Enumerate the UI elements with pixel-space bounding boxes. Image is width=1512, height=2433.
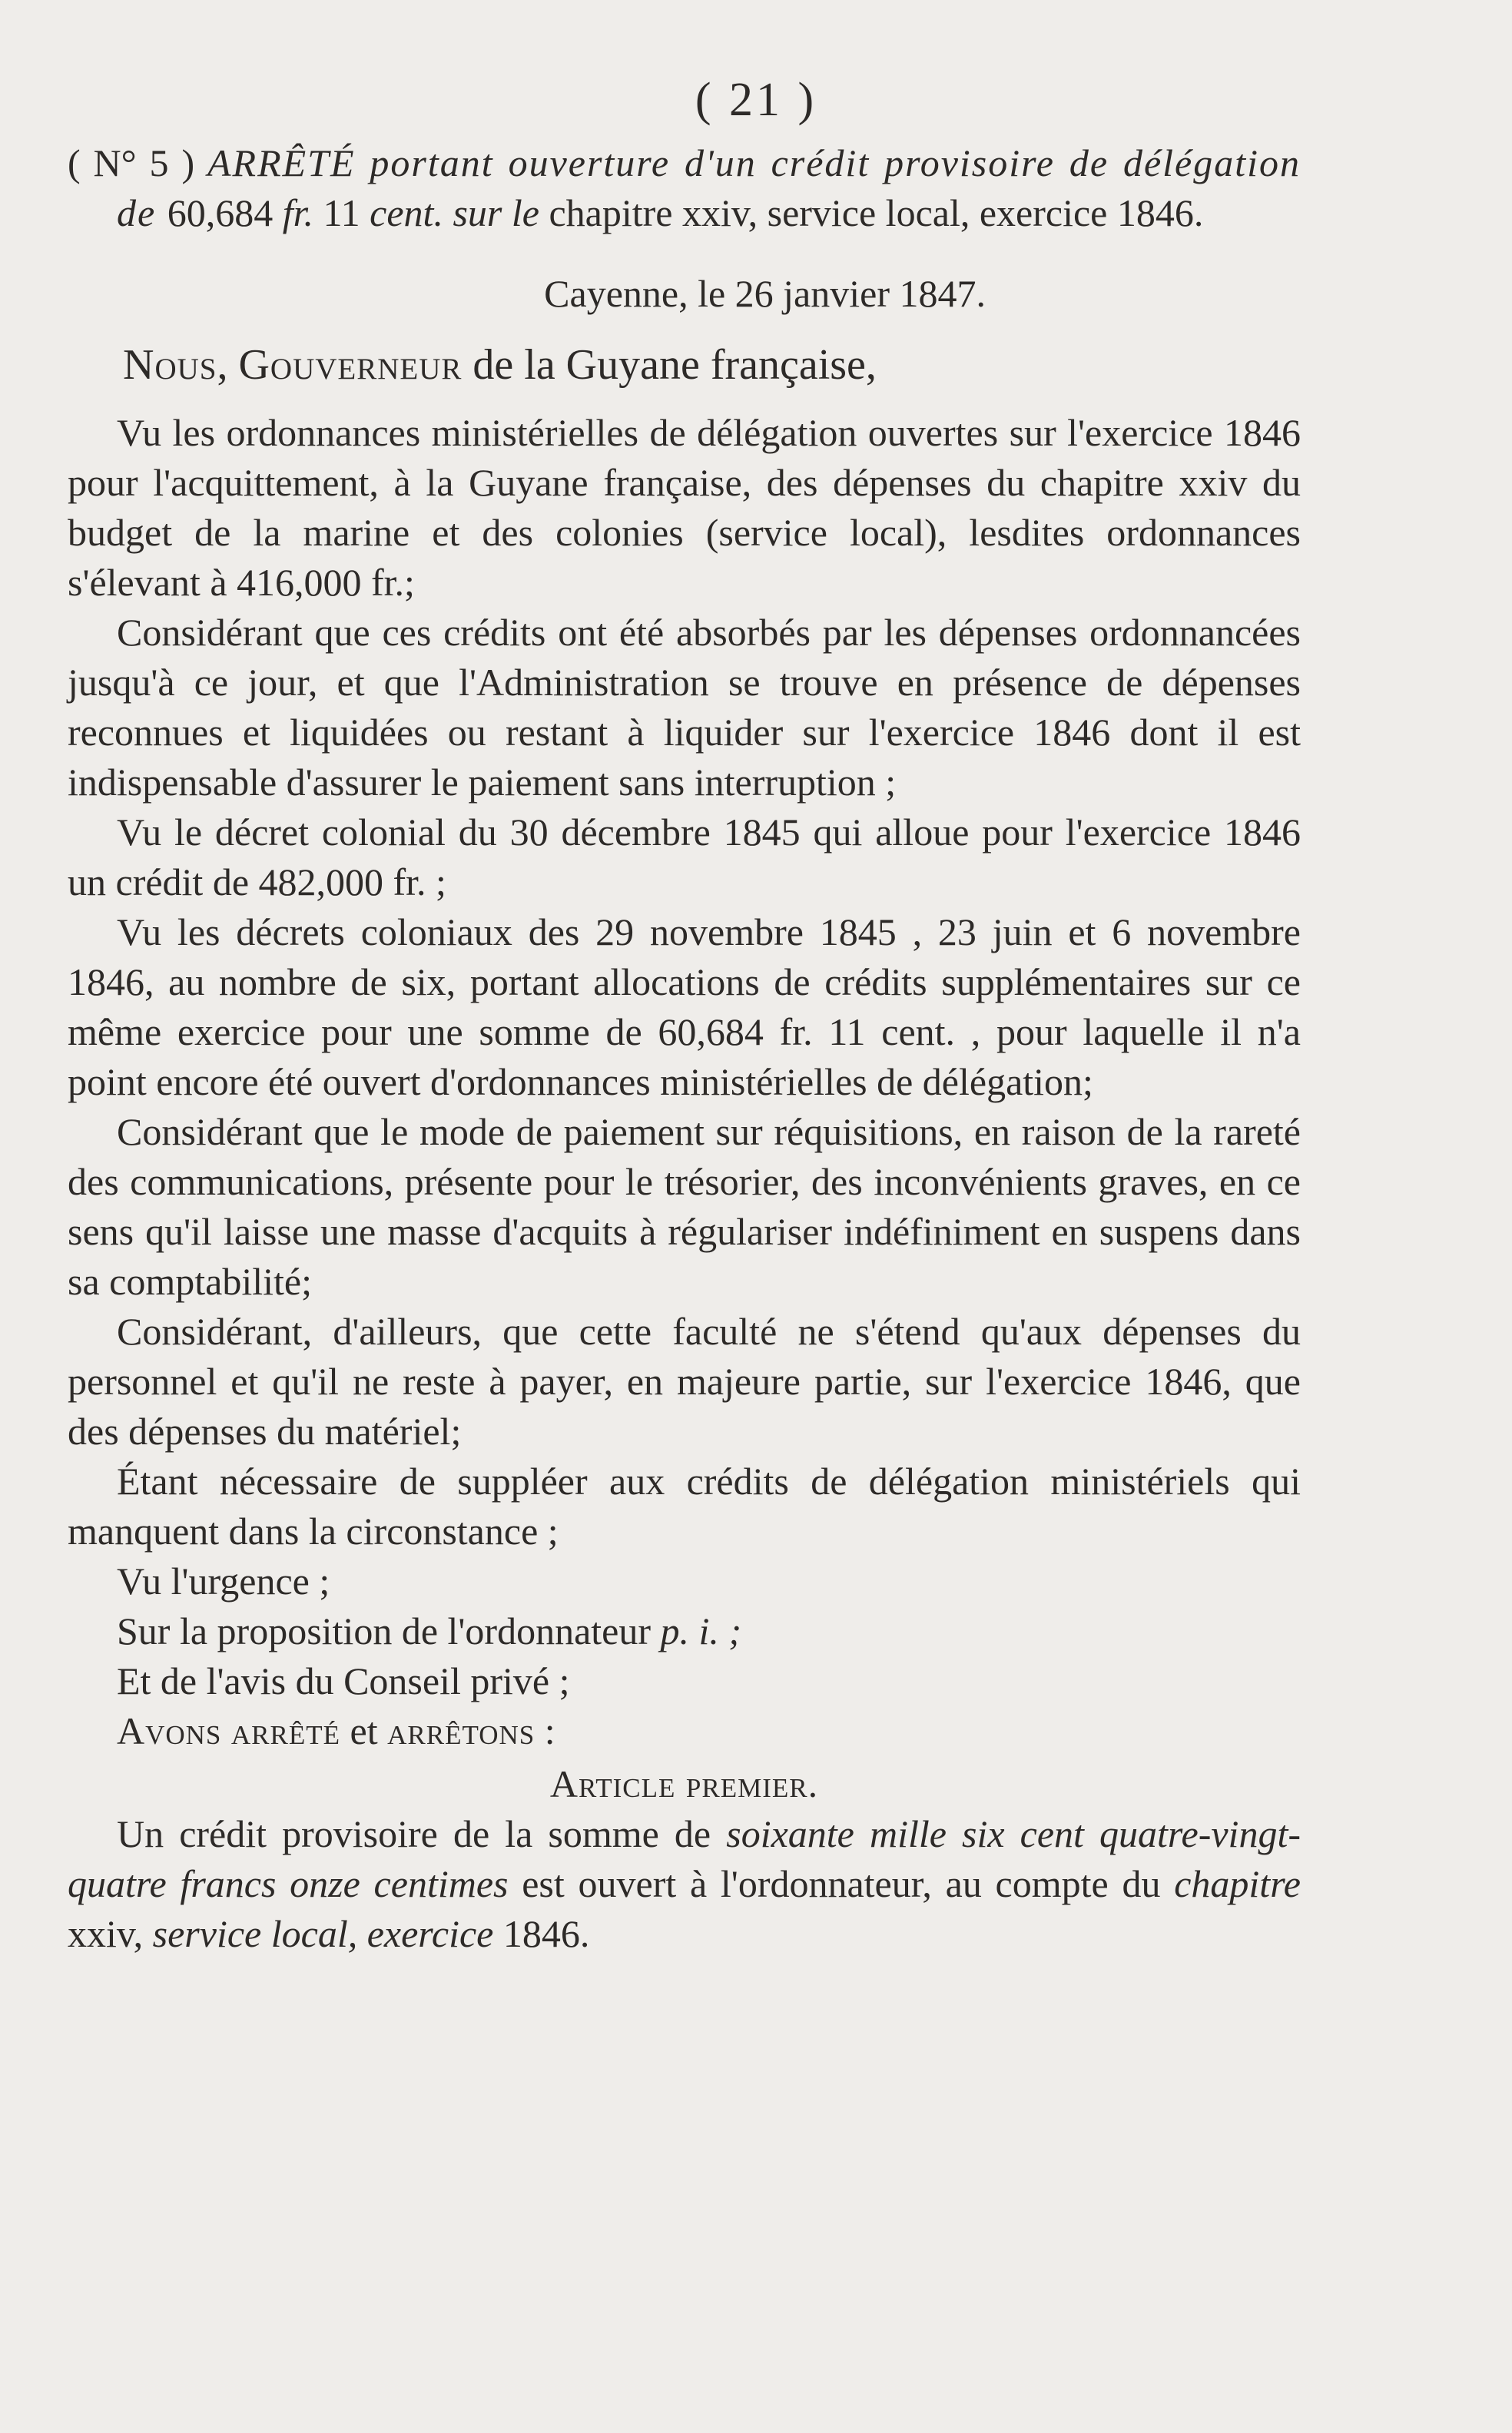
page-body: [68, 138, 1301, 1959]
paragraph-avons-arrete: [68, 1706, 1301, 1756]
article-text-4: 1846.: [493, 1912, 590, 1955]
paragraph-vu-decret-colonial: Vu le décret colonial du 30 décembre 1845 qui alloue pour l'exercice 1846 un crédit de 482,000 fr. ;: [68, 810, 1301, 903]
article-text-2: est ouvert à l'ordonnateur, au compte du: [508, 1862, 1175, 1905]
article-heading: Article premier.: [549, 1762, 819, 1805]
paragraph-vu-urgence: Vu l'urgence ;: [117, 1560, 330, 1603]
paragraph-considerant-faculte: Considérant, d'ailleurs, que cette faculté ne s'étend qu'aux dépenses du personnel et qu'il ne reste à payer, en majeure partie, sur l'exercice 1846, que des dépenses du matériel;: [68, 1310, 1301, 1453]
article-text-3: xxiv,: [68, 1912, 153, 1955]
decree-cents: 11: [313, 191, 370, 234]
decree-title-start: ARRÊTÉ portant ouverture d'un crédit provisoire de délégation de: [117, 141, 1301, 234]
article-chapitre: chapitre: [1174, 1862, 1301, 1905]
avons-word: Avons: [117, 1709, 222, 1752]
decree-number: ( N° 5 ): [68, 141, 195, 184]
article-amount-words: soixante mille six cent quatre-vingt-quatre francs onze centimes: [68, 1812, 1301, 1905]
decree-amount: 60,684: [167, 191, 274, 234]
article-text-1: Un crédit provisoire de la somme de: [117, 1812, 727, 1855]
paragraph-considerant-credits: Considérant que ces crédits ont été absorbés par les dépenses ordonnancées jusqu'à ce jour, et que l'Administration se trouve en présence de dépenses reconnues et liquidées ou restant à liquider sur l'exercice 1846 dont il est indispensable d'assurer le paiement sans interruption ;: [68, 611, 1301, 804]
arrete-word: arrêté: [230, 1709, 341, 1752]
decree-fr: fr.: [273, 191, 314, 234]
proposition-pi: p. i. ;: [660, 1609, 742, 1652]
preamble-rest: de la Guyane française,: [462, 341, 877, 389]
decree-cent-word: cent.: [370, 191, 443, 234]
proposition-text: Sur la proposition de l'ordonnateur: [117, 1609, 661, 1652]
preamble-gouverneur: Gouverneur: [238, 341, 463, 389]
preamble: Nous, Gouverneur de la Guyane française,: [123, 341, 877, 389]
decree-header: [68, 138, 1301, 238]
paragraph-proposition: [68, 1606, 1301, 1656]
page-number: ( 21 ): [695, 74, 817, 126]
paragraph-etant-necessaire: Étant nécessaire de suppléer aux crédits de délégation ministériels qui manquent dans la circonstance ;: [68, 1460, 1301, 1553]
avons-colon: :: [535, 1709, 555, 1752]
paragraph-vu-ordonnances: Vu les ordonnances ministérielles de délégation ouvertes sur l'exercice 1846 pour l'acquittement, à la Guyane française, des dépenses du chapitre xxiv du budget de la marine et des colonies (service local), lesdites ordonnances s'élevant à 416,000 fr.;: [68, 411, 1301, 604]
et-word: et: [340, 1709, 388, 1752]
decree-title-rest: chapitre xxiv, service local, exercice 1846.: [539, 191, 1204, 234]
paragraph-avis: Et de l'avis du Conseil privé ;: [117, 1659, 570, 1702]
arretons-word: arrêtons: [387, 1709, 536, 1752]
paragraph-considerant-mode-paiement: Considérant que le mode de paiement sur réquisitions, en raison de la rareté des communications, présente pour le trésorier, des inconvénients graves, en ce sens qu'il laisse une masse d'acquits à régulariser indéfiniment en suspens dans sa comptabilité;: [68, 1110, 1301, 1303]
preamble-nous: Nous: [123, 341, 217, 389]
decree-sur-le: sur le: [443, 191, 539, 234]
article-text: [68, 1809, 1301, 1959]
paragraph-vu-decrets-coloniaux: Vu les décrets coloniaux des 29 novembre 1845 , 23 juin et 6 novembre 1846, au nombre de six, portant allocations de crédits supplémentaires sur ce même exercice pour une somme de 60,684 fr. 11 cent. , pour laquelle il n'a point encore été ouvert d'ordonnances ministérielles de délégation;: [68, 910, 1301, 1103]
article-service-local: service local, exercice: [152, 1912, 494, 1955]
decree-date: Cayenne, le 26 janvier 1847.: [544, 272, 986, 315]
